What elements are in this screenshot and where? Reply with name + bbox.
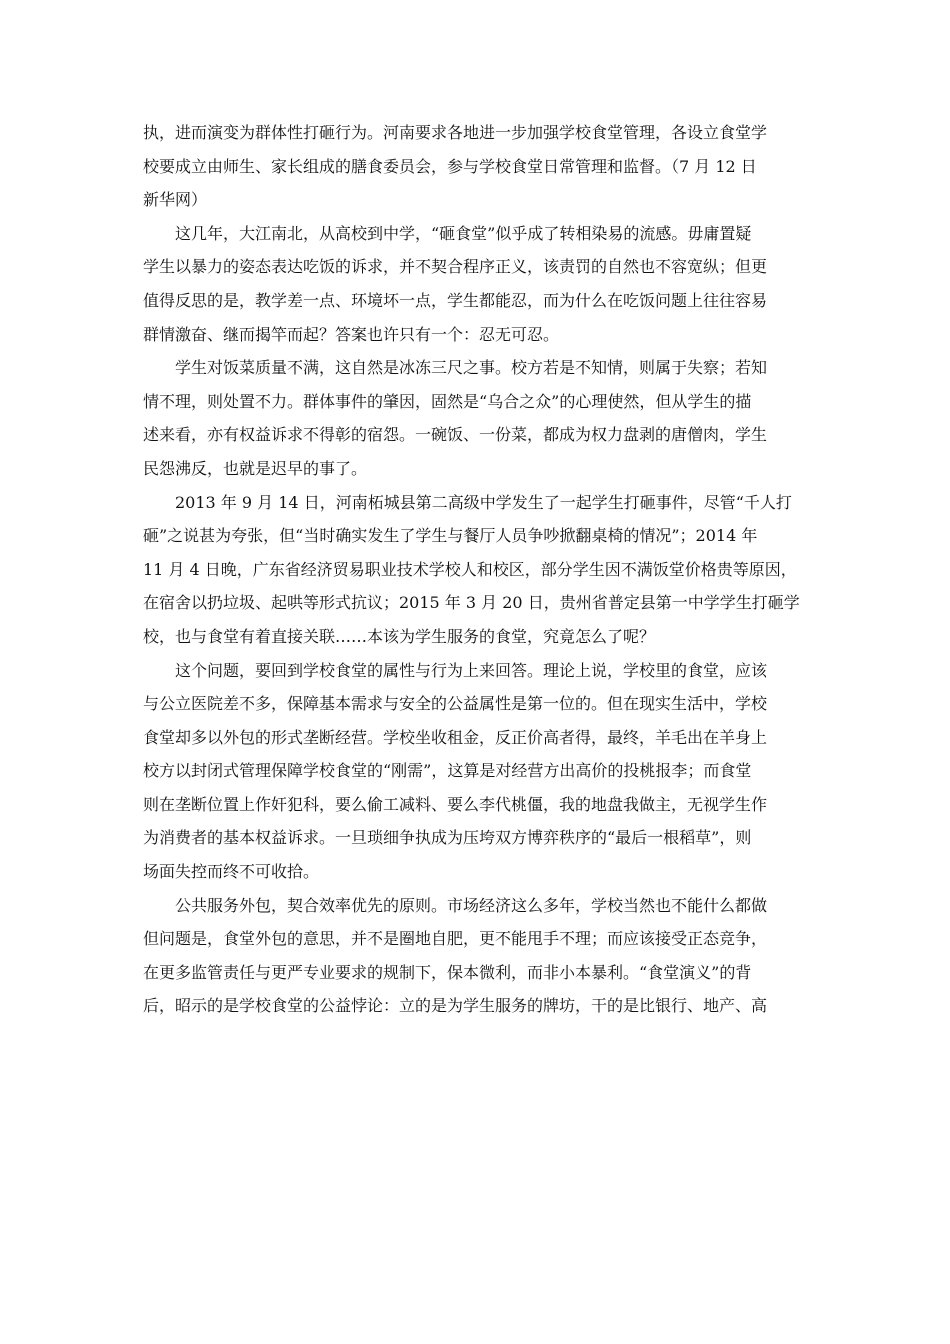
text-line: 群情激奋、继而揭竿而起？答案也许只有一个：忍无可忍。 <box>143 324 560 344</box>
text-line: 场面失控而终不可收拾。 <box>143 862 320 882</box>
paragraph-3 <box>143 351 808 485</box>
text-line: 民怨沸反，也就是迟早的事了。 <box>143 458 368 478</box>
text-line: 但问题是，食堂外包的意思，并不是圈地自肥，更不能甩手不理；而应该接受正态竞争， <box>143 929 768 949</box>
article-body <box>143 116 808 1023</box>
paragraph-6 <box>143 889 808 1023</box>
text-line: 执，进而演变为群体性打砸行为。河南要求各地进一步加强学校食堂管理，各设立食堂学 <box>143 123 768 142</box>
text-line: 为消费者的基本权益诉求。一旦琐细争执成为压垮双方博弈秩序的“最后一根稻草”，则 <box>143 828 752 848</box>
text-line-first: 2013 年 9 月 14 日，河南柘城县第二高级中学发生了一起学生打砸事件，尽管“千人打 <box>175 492 792 512</box>
text-line-first: 学生对饭菜质量不满，这自然是冰冻三尺之事。校方若是不知情，则属于失察；若知 <box>175 358 768 378</box>
text-line-first: 公共服务外包，契合效率优先的原则。市场经济这么多年，学校当然也不能什么都做 <box>175 895 768 915</box>
text-line: 校，也与食堂有着直接关联……本该为学生服务的食堂，究竟怎么了呢？ <box>143 626 656 646</box>
text-line: 砸”之说甚为夸张，但“当时确实发生了学生与餐厅人员争吵掀翻桌椅的情况”；2014 年 <box>143 526 758 546</box>
text-line: 校方以封闭式管理保障学校食堂的“刚需”，这算是对经营方出高价的投桃报李；而食堂 <box>143 761 752 781</box>
text-line: 在宿舍以扔垃圾、起哄等形式抗议；2015 年 3 月 20 日，贵州省普定县第一中学学生打砸学 <box>143 593 800 613</box>
text-line: 新华网） <box>143 190 208 210</box>
paragraph-2 <box>143 217 808 351</box>
text-line: 学生以暴力的姿态表达吃饭的诉求，并不契合程序正义，该责罚的自然也不容宽纵；但更 <box>143 257 768 277</box>
paragraph-1 <box>143 116 808 217</box>
paragraph-5 <box>143 654 808 889</box>
text-line: 述来看，亦有权益诉求不得彰的宿怨。一碗饭、一份菜，都成为权力盘剥的唐僧肉，学生 <box>143 425 768 445</box>
text-line: 则在垄断位置上作奸犯科，要么偷工减料、要么李代桃僵，我的地盘我做主，无视学生作 <box>143 794 768 814</box>
text-line: 情不理，则处置不力。群体事件的肇因，固然是“乌合之众”的心理使然，但从学生的描 <box>143 391 752 411</box>
text-line: 11 月 4 日晚，广东省经济贸易职业技术学校人和校区，部分学生因不满饭堂价格贵等原因， <box>143 559 797 579</box>
text-line: 值得反思的是，教学差一点、环境坏一点，学生都能忍，而为什么在吃饭问题上往往容易 <box>143 290 768 310</box>
text-line: 与公立医院差不多，保障基本需求与安全的公益属性是第一位的。但在现实生活中，学校 <box>143 694 768 714</box>
text-line-first: 这个问题，要回到学校食堂的属性与行为上来回答。理论上说，学校里的食堂，应该 <box>175 660 768 680</box>
text-line: 校要成立由师生、家长组成的膳食委员会，参与学校食堂日常管理和监督。（7 月 12 日 <box>143 156 757 176</box>
text-line: 后，昭示的是学校食堂的公益悖论：立的是为学生服务的牌坊，干的是比银行、地产、高 <box>143 996 768 1016</box>
text-line-first: 这几年，大江南北，从高校到中学，“砸食堂”似乎成了转相染易的流感。毋庸置疑 <box>175 223 752 243</box>
text-line: 在更多监管责任与更严专业要求的规制下，保本微利，而非小本暴利。“食堂演义”的背 <box>143 962 752 982</box>
text-line: 食堂却多以外包的形式垄断经营。学校坐收租金，反正价高者得，最终，羊毛出在羊身上 <box>143 727 768 747</box>
paragraph-4 <box>143 486 808 654</box>
